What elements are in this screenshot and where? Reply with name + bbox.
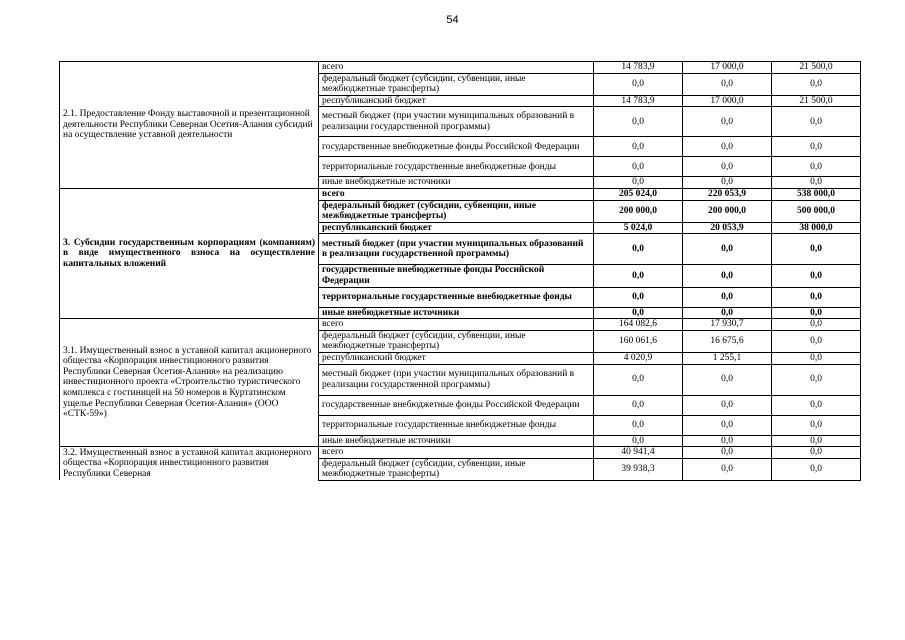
table-row bbox=[60, 62, 861, 74]
measure-name: 2.1. Предоставление Фонду выставочной и презентационной деятельности Республики Северная Осетия-Алания субсидий на осуществление уставной деятельности bbox=[60, 62, 319, 189]
funding-source: республиканский бюджет bbox=[319, 95, 594, 107]
year-value-1: 205 024,0 bbox=[594, 188, 683, 200]
year-value-2: 0,0 bbox=[683, 177, 772, 189]
year-value-1: 39 938,3 bbox=[594, 458, 683, 480]
funding-source: местный бюджет (при участии муниципальных образований в реализации государственной программы) bbox=[319, 107, 594, 137]
year-value-1: 0,0 bbox=[594, 157, 683, 177]
funding-source: всего bbox=[319, 447, 594, 459]
year-value-2: 0,0 bbox=[683, 265, 772, 287]
measure-name: 3.2. Имущественный взнос в уставной капитал акционерного общества «Корпорация инвестиционного развития Республики Северная bbox=[60, 447, 319, 481]
year-value-3: 0,0 bbox=[772, 234, 861, 265]
funding-source: республиканский бюджет bbox=[319, 352, 594, 364]
page-number: 54 bbox=[446, 14, 459, 26]
table-row bbox=[60, 188, 861, 200]
year-value-1: 0,0 bbox=[594, 107, 683, 137]
year-value-3: 0,0 bbox=[772, 415, 861, 435]
year-value-1: 0,0 bbox=[594, 265, 683, 287]
budget-table-body bbox=[60, 62, 861, 481]
year-value-2: 0,0 bbox=[683, 157, 772, 177]
year-value-2: 1 255,1 bbox=[683, 352, 772, 364]
year-value-3: 500 000,0 bbox=[772, 200, 861, 222]
funding-source: федеральный бюджет (субсидии, субвенции, иные межбюджетные трансферты) bbox=[319, 73, 594, 95]
year-value-3: 0,0 bbox=[772, 287, 861, 307]
year-value-3: 0,0 bbox=[772, 458, 861, 480]
funding-source: государственные внебюджетные фонды Российской Федерации bbox=[319, 137, 594, 157]
year-value-1: 0,0 bbox=[594, 234, 683, 265]
funding-source: территориальные государственные внебюджетные фонды bbox=[319, 157, 594, 177]
year-value-1: 0,0 bbox=[594, 307, 683, 319]
year-value-2: 0,0 bbox=[683, 307, 772, 319]
year-value-2: 17 930,7 bbox=[683, 319, 772, 331]
year-value-2: 0,0 bbox=[683, 137, 772, 157]
year-value-2: 0,0 bbox=[683, 435, 772, 447]
year-value-3: 0,0 bbox=[772, 447, 861, 459]
funding-source: иные внебюджетные источники bbox=[319, 435, 594, 447]
year-value-1: 5 024,0 bbox=[594, 222, 683, 234]
year-value-1: 14 783,9 bbox=[594, 95, 683, 107]
year-value-2: 17 000,0 bbox=[683, 95, 772, 107]
year-value-2: 0,0 bbox=[683, 287, 772, 307]
year-value-2: 16 675,6 bbox=[683, 330, 772, 352]
year-value-1: 0,0 bbox=[594, 364, 683, 395]
year-value-3: 0,0 bbox=[772, 435, 861, 447]
year-value-2: 17 000,0 bbox=[683, 62, 772, 74]
year-value-2: 0,0 bbox=[683, 395, 772, 415]
year-value-2: 0,0 bbox=[683, 107, 772, 137]
year-value-3: 0,0 bbox=[772, 364, 861, 395]
year-value-1: 0,0 bbox=[594, 395, 683, 415]
funding-source: иные внебюджетные источники bbox=[319, 307, 594, 319]
funding-source: местный бюджет (при участии муниципальных образований в реализации государственной программы) bbox=[319, 364, 594, 395]
year-value-3: 21 500,0 bbox=[772, 62, 861, 74]
year-value-2: 0,0 bbox=[683, 234, 772, 265]
measure-name: 3. Субсидии государственным корпорациям (компаниям) в виде имущественного взноса на осуществление капитальных вложений bbox=[60, 188, 319, 318]
year-value-3: 0,0 bbox=[772, 157, 861, 177]
year-value-2: 0,0 bbox=[683, 458, 772, 480]
budget-table bbox=[59, 61, 861, 481]
year-value-3: 0,0 bbox=[772, 73, 861, 95]
funding-source: всего bbox=[319, 188, 594, 200]
year-value-1: 40 941,4 bbox=[594, 447, 683, 459]
table-row bbox=[60, 319, 861, 331]
year-value-3: 21 500,0 bbox=[772, 95, 861, 107]
funding-source: государственные внебюджетные фонды Российской Федерации bbox=[319, 265, 594, 287]
year-value-1: 0,0 bbox=[594, 287, 683, 307]
year-value-1: 4 020,9 bbox=[594, 352, 683, 364]
year-value-3: 0,0 bbox=[772, 107, 861, 137]
year-value-2: 0,0 bbox=[683, 364, 772, 395]
funding-source: федеральный бюджет (субсидии, субвенции, иные межбюджетные трансферты) bbox=[319, 458, 594, 480]
funding-source: всего bbox=[319, 62, 594, 74]
year-value-3: 0,0 bbox=[772, 319, 861, 331]
funding-source: республиканский бюджет bbox=[319, 222, 594, 234]
year-value-3: 0,0 bbox=[772, 395, 861, 415]
year-value-1: 200 000,0 bbox=[594, 200, 683, 222]
year-value-2: 0,0 bbox=[683, 73, 772, 95]
year-value-3: 0,0 bbox=[772, 177, 861, 189]
year-value-1: 0,0 bbox=[594, 415, 683, 435]
funding-source: всего bbox=[319, 319, 594, 331]
year-value-3: 38 000,0 bbox=[772, 222, 861, 234]
year-value-1: 0,0 bbox=[594, 137, 683, 157]
year-value-1: 0,0 bbox=[594, 435, 683, 447]
year-value-3: 0,0 bbox=[772, 265, 861, 287]
year-value-1: 164 082,6 bbox=[594, 319, 683, 331]
year-value-1: 14 783,9 bbox=[594, 62, 683, 74]
year-value-3: 0,0 bbox=[772, 137, 861, 157]
year-value-2: 0,0 bbox=[683, 447, 772, 459]
funding-source: федеральный бюджет (субсидии, субвенции, иные межбюджетные трансферты) bbox=[319, 200, 594, 222]
year-value-2: 200 000,0 bbox=[683, 200, 772, 222]
table-row bbox=[60, 447, 861, 459]
funding-source: иные внебюджетные источники bbox=[319, 177, 594, 189]
year-value-2: 220 053,9 bbox=[683, 188, 772, 200]
year-value-2: 0,0 bbox=[683, 415, 772, 435]
measure-name: 3.1. Имущественный взнос в уставной капитал акционерного общества «Корпорация инвестиционного развития Республики Северная Осетия-Алания» на реализацию инвестиционного проекта «Строительство туристического комплекса с гостиницей на 50 номеров в Куртатинском ущелье Республики Северная Осетия-Алания» (ООО «СТК-59») bbox=[60, 319, 319, 447]
year-value-1: 160 061,6 bbox=[594, 330, 683, 352]
year-value-3: 0,0 bbox=[772, 307, 861, 319]
funding-source: местный бюджет (при участии муниципальных образований в реализации государственной программы) bbox=[319, 234, 594, 265]
year-value-1: 0,0 bbox=[594, 177, 683, 189]
year-value-3: 0,0 bbox=[772, 330, 861, 352]
funding-source: территориальные государственные внебюджетные фонды bbox=[319, 287, 594, 307]
year-value-1: 0,0 bbox=[594, 73, 683, 95]
year-value-2: 20 053,9 bbox=[683, 222, 772, 234]
year-value-3: 0,0 bbox=[772, 352, 861, 364]
funding-source: федеральный бюджет (субсидии, субвенции, иные межбюджетные трансферты) bbox=[319, 330, 594, 352]
year-value-3: 538 000,0 bbox=[772, 188, 861, 200]
funding-source: территориальные государственные внебюджетные фонды bbox=[319, 415, 594, 435]
funding-source: государственные внебюджетные фонды Российской Федерации bbox=[319, 395, 594, 415]
